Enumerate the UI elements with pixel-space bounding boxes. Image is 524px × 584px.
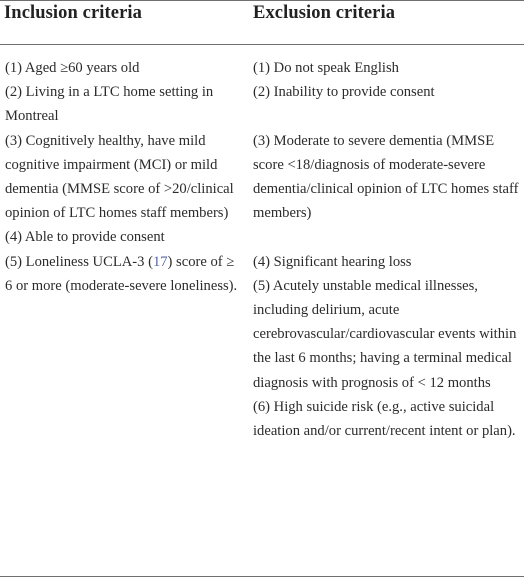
exclusion-item-6: (6) High suicide risk (e.g., active suicidal ideation and/or current/recent intent or plan).: [253, 398, 516, 440]
reference-17-link[interactable]: 17: [152, 253, 168, 270]
exclusion-item-3: (3) Moderate to severe dementia (MMSE score <18/diagnosis of moderate-severe dementia/clinical opinion of LTC homes staff members): [253, 132, 519, 222]
exclusion-item-1: (1) Do not speak English: [253, 60, 399, 76]
exclusion-header: Exclusion criteria: [253, 3, 396, 23]
table-bottom-rule: [0, 576, 524, 577]
exclusion-item-4: (4) Significant hearing loss: [253, 253, 412, 270]
inclusion-item-1: (1) Aged ≥60 years old: [5, 60, 140, 76]
header-divider-rule: [0, 44, 524, 45]
exclusion-item-2: (2) Inability to provide consent: [253, 84, 435, 101]
inclusion-item-5-text-start: (5) Loneliness UCLA-3 (: [5, 253, 153, 270]
exclusion-item-5: (5) Acutely unstable medical illnesses, including delirium, acute cerebrovascular/cardiovascular events within the last 6 months; having a terminal medical diagnosis with prognosis of < 12 months: [253, 277, 517, 391]
inclusion-item-2: (2) Living in a LTC home setting in Montreal: [5, 84, 214, 125]
inclusion-header: Inclusion criteria: [4, 3, 142, 23]
exclusion-column: [253, 56, 523, 443]
table-top-rule: [0, 0, 524, 1]
inclusion-item-5: [5, 250, 243, 298]
inclusion-item-5-text-end: ) score of ≥ 6 or more (moderate-severe loneliness).: [5, 253, 238, 294]
inclusion-item-4: (4) Able to provide consent: [5, 229, 165, 246]
inclusion-item-3: (3) Cognitively healthy, have mild cognitive impairment (MCI) or mild dementia (MMSE score of >20/clinical opinion of LTC homes staff members): [5, 132, 234, 222]
inclusion-column: [5, 56, 243, 298]
